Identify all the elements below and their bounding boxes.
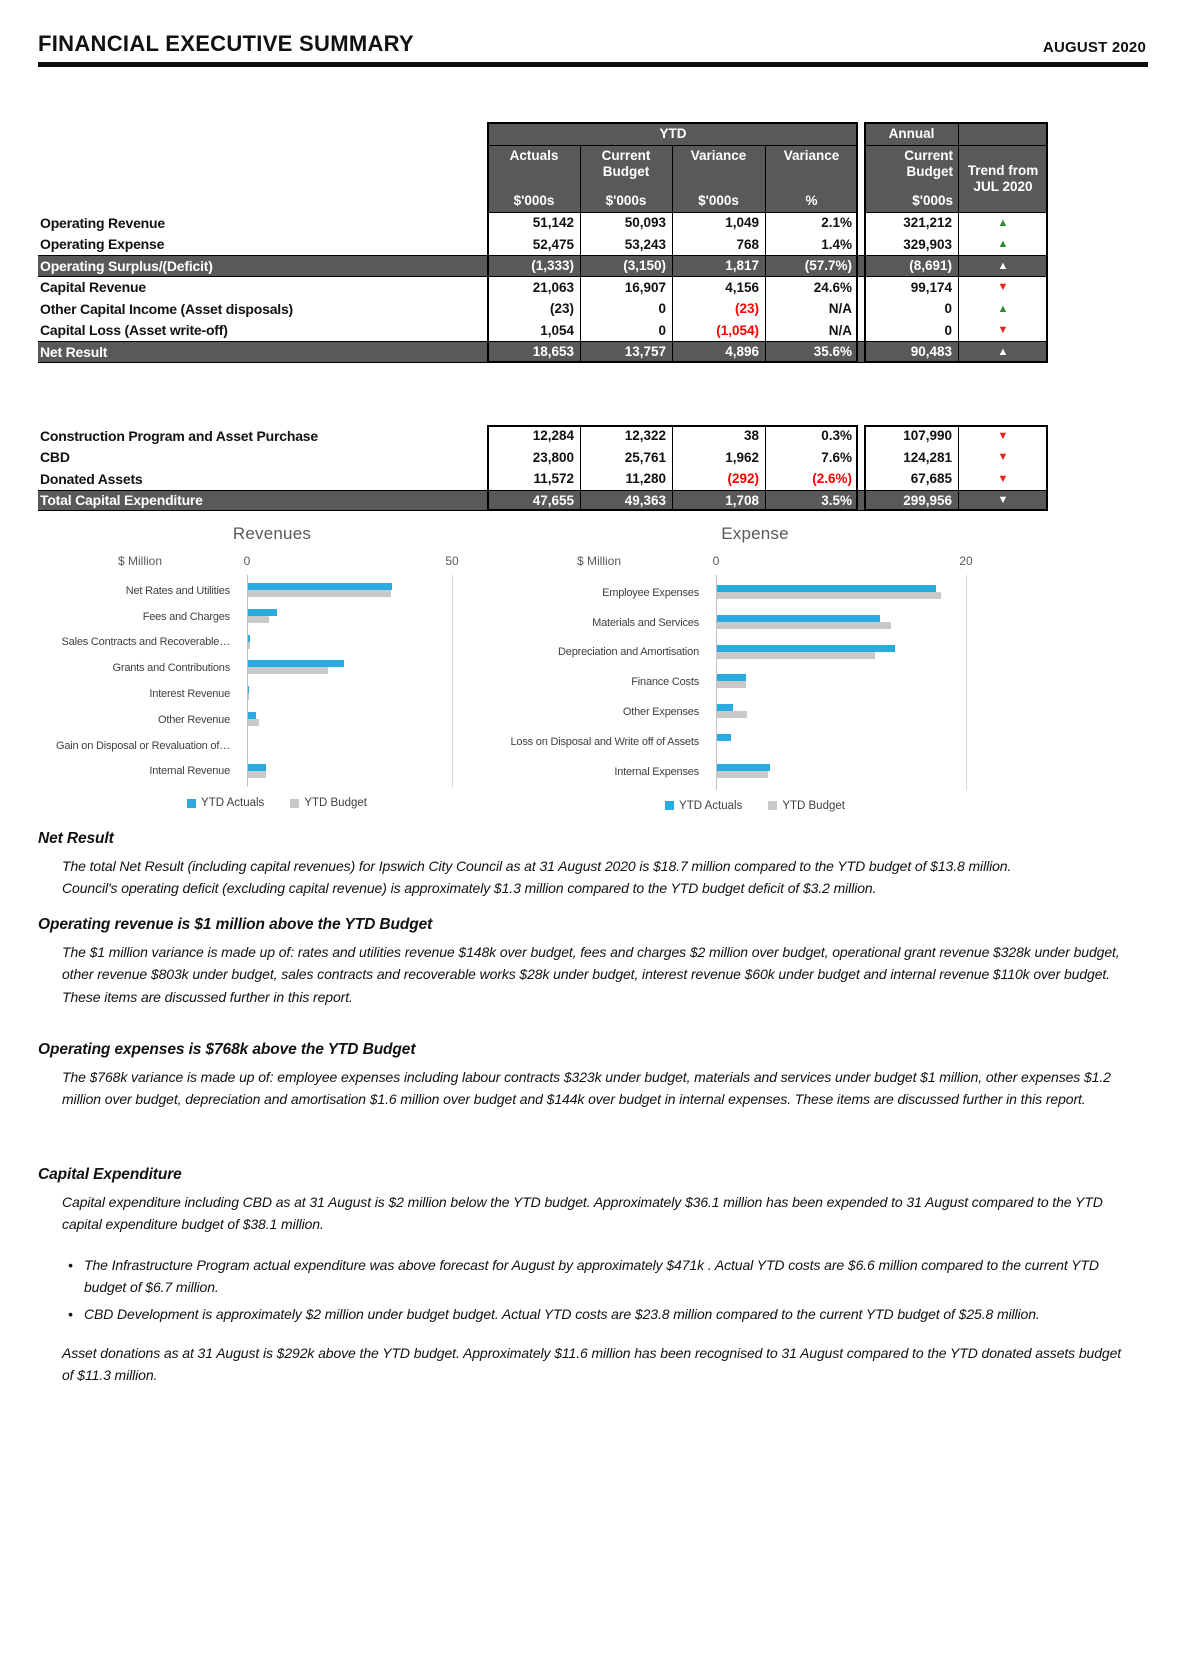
legend-label: YTD Actuals [679, 799, 743, 812]
column-separator [958, 122, 959, 363]
row-label: Other Capital Income (Asset disposals) [40, 300, 294, 317]
col-header-current-budget: Current Budget $'000s [580, 145, 672, 212]
chart-category-label: Internal Expenses [614, 765, 699, 778]
bar-ytd-budget [717, 771, 768, 778]
trend-arrow-up-green: ▲ [997, 216, 1009, 229]
table-row [38, 255, 1048, 277]
chart-category-label: Materials and Services [592, 616, 699, 629]
annual-group-header: Annual [865, 122, 958, 145]
cell-variance_pct: N/A [828, 301, 852, 317]
cell-annual: 90,483 [910, 344, 952, 360]
bar-ytd-budget [248, 771, 266, 778]
section-net-result [38, 830, 1150, 900]
bar-ytd-budget [248, 719, 259, 726]
chart-category-label: Employee Expenses [602, 586, 699, 599]
table-row [38, 341, 1048, 363]
trend-arrow-down-red: ▼ [997, 451, 1009, 464]
bar-ytd-budget [248, 667, 328, 674]
section-bullet [68, 1254, 1118, 1299]
column-separator [765, 425, 766, 511]
chart-category-label: Net Rates and Utilities [125, 584, 230, 597]
section-paragraph: Capital expenditure including CBD as at 31 August is $2 million below the YTD budget. Approximately $36.1 million has been expended to 31 August compared to the YTD capital expenditure budget of $38.1 million. [62, 1194, 1103, 1233]
bar-ytd-budget [717, 711, 747, 718]
trend-arrow-up-green: ▲ [997, 302, 1009, 315]
legend-item-ytd-budget [768, 800, 845, 812]
cell-budget: 13,757 [624, 344, 666, 360]
column-separator [580, 425, 581, 511]
section-capital-expenditure [38, 1166, 1150, 1387]
row-label: Operating Expense [40, 236, 165, 253]
bar-ytd-actuals [248, 686, 249, 693]
chart-category-label: Interest Revenue [149, 688, 230, 701]
cell-variance: 768 [736, 236, 759, 252]
cell-annual: 99,174 [910, 279, 952, 295]
cell-budget: 11,280 [625, 471, 666, 487]
bar-ytd-budget [717, 681, 746, 688]
bar-ytd-actuals [248, 609, 277, 616]
chart-axis-unit-label: $ Million [577, 554, 622, 568]
cell-variance: 1,817 [725, 258, 759, 274]
chart-category-label: Sales Contracts and Recoverable… [61, 636, 230, 649]
cell-actuals: 18,653 [532, 344, 574, 360]
legend-label: YTD Budget [304, 797, 367, 810]
bar-ytd-actuals [248, 635, 250, 642]
cell-budget: 16,907 [624, 279, 666, 295]
table-row [38, 468, 1048, 490]
chart-category-label: Fees and Charges [142, 610, 230, 623]
col-header-variance-pct: Variance % [765, 145, 858, 212]
cell-annual: 67,685 [910, 471, 952, 487]
bar-ytd-budget [248, 642, 250, 649]
bar-ytd-budget [248, 616, 269, 623]
bar-ytd-actuals [717, 645, 895, 652]
section-heading: Capital Expenditure [38, 1166, 182, 1183]
chart-axis-unit-label: $ Million [118, 554, 163, 568]
col-header-trend: Trend from JUL 2020 [958, 145, 1048, 212]
cell-variance_pct: 3.5% [821, 492, 852, 508]
bar-ytd-actuals [717, 704, 733, 711]
bar-ytd-actuals [717, 615, 880, 622]
cell-annual: (8,691) [909, 258, 952, 274]
legend-swatch-budget [290, 799, 299, 808]
legend-label: YTD Budget [782, 799, 845, 812]
x-axis-tick-label: 50 [445, 554, 459, 568]
header-separator [487, 212, 858, 213]
cell-budget: 25,761 [624, 449, 666, 465]
row-label: Capital Revenue [40, 279, 146, 296]
expense-chart [510, 518, 1098, 818]
table-row [38, 320, 1048, 342]
ytd-group-header: YTD [488, 122, 858, 145]
cell-annual: 321,212 [903, 215, 952, 231]
cell-actuals: 12,284 [532, 428, 574, 444]
table-row [38, 234, 1048, 256]
column-separator [672, 425, 673, 511]
x-axis-tick-label: 0 [712, 554, 720, 568]
header-separator [864, 212, 1048, 213]
section-paragraph: The $768k variance is made up of: employee expenses including labour contracts $323k under budget, materials and services under budget $1 million, other expenses $1.2 million over budget, depreciation and amortisation $1.6 million over budget and $144k over budget in internal expenses. These items are discussed further in this report. [62, 1069, 1111, 1108]
chart-category-label: Depreciation and Amortisation [558, 646, 699, 659]
header-separator [864, 145, 1048, 146]
cell-variance: 1,708 [725, 492, 759, 508]
section-paragraph: The total Net Result (including capital revenues) for Ipswich City Council as at 31 August 2020 is $18.7 million compared to the YTD budget of $13.8 million. [62, 858, 1012, 874]
trend-arrow-down-red: ▼ [997, 472, 1009, 485]
cell-budget: 49,363 [624, 492, 666, 508]
legend-swatch-budget [768, 801, 777, 810]
trend-arrow-up-green: ▲ [997, 238, 1009, 251]
report-period: AUGUST 2020 [1042, 39, 1146, 56]
bar-ytd-budget [717, 622, 891, 629]
cell-budget: 53,243 [624, 236, 666, 252]
cell-annual: 299,956 [903, 492, 952, 508]
cell-actuals: (1,333) [531, 258, 574, 274]
row-label: Construction Program and Asset Purchase [40, 427, 318, 444]
cell-actuals: 23,800 [532, 449, 574, 465]
trend-arrow-down-red: ▼ [997, 281, 1009, 294]
bar-ytd-actuals [248, 712, 256, 719]
column-separator [672, 145, 673, 363]
bar-ytd-actuals [717, 585, 936, 592]
bar-ytd-actuals [717, 764, 770, 771]
bar-ytd-budget [248, 693, 249, 700]
cell-budget: 0 [658, 322, 666, 338]
section-heading: Net Result [38, 830, 114, 847]
x-axis-tick-label: 0 [243, 554, 251, 568]
bar-ytd-budget [248, 590, 391, 597]
cell-actuals: 52,475 [532, 236, 574, 252]
legend-swatch-actuals [187, 799, 196, 808]
cell-budget: 12,322 [624, 428, 666, 444]
cell-variance_pct: 1.4% [821, 236, 852, 252]
bar-ytd-actuals [248, 660, 344, 667]
bullet-text: The Infrastructure Program actual expenditure was above forecast for August by approximately $471k . Actual YTD costs are $6.6 million compared to the current YTD budget of $6.7 million. [84, 1256, 1099, 1296]
cell-actuals: 11,572 [533, 471, 574, 487]
cell-annual: 124,281 [903, 449, 952, 465]
trend-arrow-down-red: ▼ [997, 429, 1009, 442]
column-separator [958, 425, 959, 511]
section-heading: Operating revenue is $1 million above the YTD Budget [38, 916, 433, 933]
cell-actuals: 21,063 [532, 279, 574, 295]
bar-ytd-actuals [717, 674, 746, 681]
section-heading: Operating expenses is $768k above the YTD Budget [38, 1041, 416, 1058]
cell-variance: 1,962 [725, 449, 759, 465]
col-header-annual-budget: Current Budget $'000s [865, 145, 958, 212]
column-separator [765, 145, 766, 363]
chart-category-label: Loss on Disposal and Write off of Assets [510, 735, 699, 748]
legend-item-ytd-budget [290, 797, 367, 809]
section-paragraph: The $1 million variance is made up of: rates and utilities revenue $148k over budget, fees and charges $2 million over budget, operational grant revenue $328k under budget, other revenue $803k under budget, sales contracts and recoverable works $28k under budget, interest revenue $60k under budget and internal revenue $110k over budget. These items are discussed further in this report. [62, 944, 1120, 1005]
legend-item-ytd-actuals [187, 797, 264, 809]
cell-variance: 4,156 [725, 279, 759, 295]
cell-variance: 38 [743, 428, 759, 444]
summary-table [38, 122, 1048, 363]
chart-legend [107, 797, 447, 809]
section-operating-revenue-is-1-million-above-the-ytd-budget [38, 916, 1150, 1008]
header-rule [38, 62, 1148, 67]
table-row [38, 212, 1048, 234]
chart-category-label: Internal Revenue [149, 765, 230, 778]
cell-variance_pct: 0.3% [821, 428, 852, 444]
cell-variance_pct: 24.6% [813, 279, 852, 295]
table-row [38, 447, 1048, 469]
cell-budget: (3,150) [623, 258, 666, 274]
cell-annual: 0 [944, 322, 952, 338]
cell-variance_pct: N/A [828, 322, 852, 338]
cell-annual: 0 [944, 301, 952, 317]
cell-variance_pct: 35.6% [813, 344, 852, 360]
cell-variance_pct: (57.7%) [804, 258, 852, 274]
cell-variance: (23) [734, 301, 759, 317]
cell-variance_pct: (2.6%) [812, 471, 852, 487]
x-axis-tick-label: 20 [959, 554, 973, 568]
chart-category-label: Grants and Contributions [112, 662, 230, 675]
cell-variance: 1,049 [725, 215, 759, 231]
trend-arrow-up-white: ▲ [997, 259, 1009, 272]
cell-budget: 50,093 [624, 215, 666, 231]
bar-ytd-budget [717, 652, 875, 659]
cell-actuals: 51,142 [532, 215, 574, 231]
table-row [38, 425, 1048, 447]
bullet-text: CBD Development is approximately $2 million under budget budget. Actual YTD costs are $23.8 million compared to the current YTD budget of $25.8 million. [84, 1305, 1040, 1322]
chart-category-label: Finance Costs [631, 676, 699, 689]
chart-category-label: Gain on Disposal or Revaluation of… [56, 739, 230, 752]
bullet-marker: • [68, 1256, 73, 1273]
chart-gridline [966, 575, 967, 790]
bar-ytd-actuals [248, 583, 392, 590]
row-label: Capital Loss (Asset write-off) [40, 322, 228, 339]
table-row [38, 490, 1048, 512]
header-separator [487, 145, 858, 146]
bar-ytd-actuals [248, 764, 266, 771]
col-header-variance: Variance $'000s [672, 145, 765, 212]
row-label: CBD [40, 449, 70, 466]
chart-title: Revenues [232, 524, 312, 543]
table-row [38, 298, 1048, 320]
cell-annual: 107,990 [903, 428, 952, 444]
chart-gridline [452, 575, 453, 787]
column-separator [580, 145, 581, 363]
table-row [38, 277, 1048, 299]
chart-category-label: Other Revenue [158, 713, 230, 726]
page-title: FINANCIAL EXECUTIVE SUMMARY [38, 31, 415, 56]
section-paragraph: Council's operating deficit (excluding capital revenue) is approximately $1.3 million compared to the YTD budget deficit of $3.2 million. [62, 880, 877, 897]
section-operating-expenses-is-768k-above-the-ytd-budget [38, 1041, 1150, 1111]
chart-category-label: Other Expenses [622, 706, 699, 719]
legend-item-ytd-actuals [665, 800, 742, 812]
cell-variance_pct: 2.1% [821, 215, 852, 231]
trend-arrow-down-red: ▼ [997, 324, 1009, 337]
trend-arrow-up-white: ▲ [997, 345, 1009, 358]
trend-arrow-down-white: ▼ [997, 494, 1009, 507]
capital-expenditure-table [38, 425, 1048, 511]
section-footer-paragraph: Asset donations as at 31 August is $292k above the YTD budget. Approximately $11.6 million has been recognised to 31 August compared to the YTD donated assets budget of $11.3 million. [62, 1344, 1122, 1384]
chart-title: Expense [721, 524, 789, 543]
row-label: Net Result [40, 343, 108, 360]
row-label: Total Capital Expenditure [40, 492, 203, 509]
revenues-chart [38, 518, 518, 818]
cell-actuals: (23) [549, 301, 574, 317]
chart-legend [585, 800, 925, 812]
cell-variance: (292) [727, 471, 759, 487]
cell-variance: (1,054) [716, 322, 759, 338]
bar-ytd-budget [717, 592, 941, 599]
row-label: Operating Revenue [40, 214, 165, 231]
cell-budget: 0 [658, 301, 666, 317]
chart-axis-line [247, 575, 248, 787]
legend-swatch-actuals [665, 801, 674, 810]
cell-actuals: 47,655 [532, 492, 574, 508]
section-bullet [68, 1303, 1118, 1325]
legend-label: YTD Actuals [201, 797, 265, 810]
col-header-actuals: Actuals $'000s [488, 145, 580, 212]
cell-variance_pct: 7.6% [821, 449, 852, 465]
bar-ytd-actuals [717, 734, 731, 741]
trend-group-header-empty [958, 122, 1048, 145]
row-label: Operating Surplus/(Deficit) [40, 257, 213, 274]
bullet-marker: • [68, 1305, 73, 1322]
cell-variance: 4,896 [725, 344, 759, 360]
cell-annual: 329,903 [903, 236, 952, 252]
row-label: Donated Assets [40, 470, 143, 487]
cell-actuals: 1,054 [540, 322, 574, 338]
